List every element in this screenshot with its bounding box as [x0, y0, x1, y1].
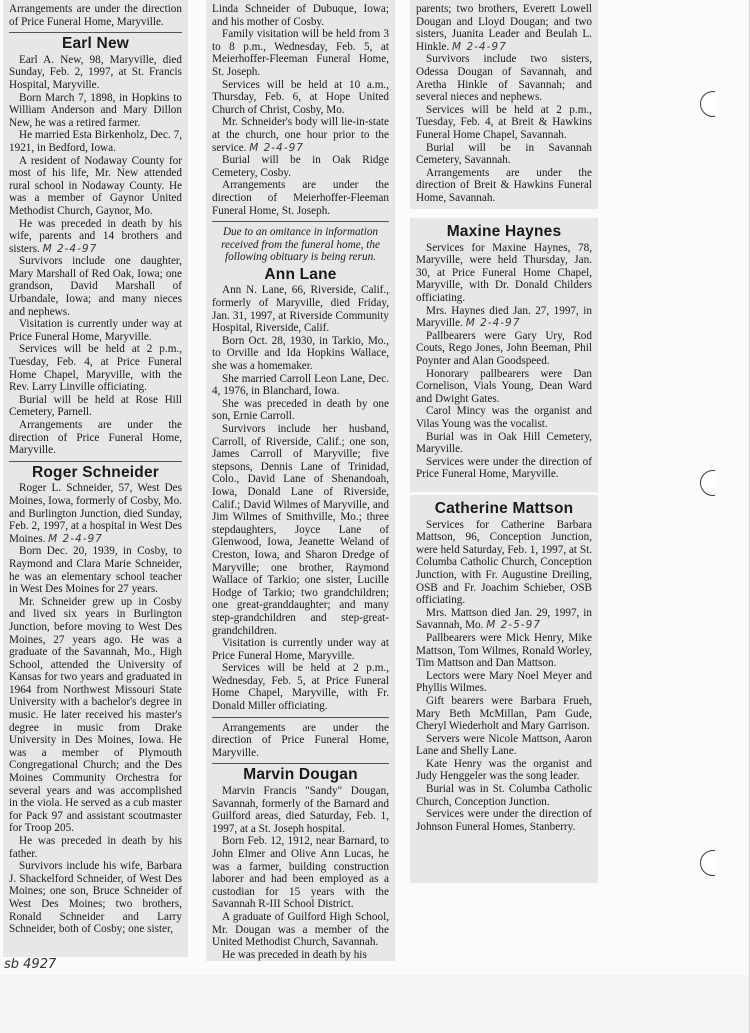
obituary-paragraph: Survivors include his wife, Barbara J. Shackelford Schneider, of West Des Moines; one son, Bruce Schneider of West Des Moines; two brothers, Ronald Schneider and Larry Schneider, both of Cosby; one sister,: [9, 860, 182, 936]
obituary-paragraph: [9, 218, 182, 256]
obituary-paragraph: Services will be held at 10 a.m., Thursday, Feb. 6, at Hope United Church of Christ, Cosby, Mo.: [212, 78, 389, 116]
obituary-heading-maxine-haynes: Maxine Haynes: [446, 223, 562, 240]
obituary-paragraph: [416, 305, 592, 330]
clipping-maxine-haynes: [410, 218, 598, 492]
obituary-paragraph: Pallbearers were Mick Henry, Mike Mattson, Tom Wilmes, Ronald Worley, Tim Mattson and Dan Mattson.: [416, 631, 592, 670]
obituary-paragraph: Arrangements are under the direction of Price Funeral Home, Maryville.: [212, 721, 389, 759]
obituary-paragraph: Services will be held at 2 p.m., Wednesday, Feb. 5, at Price Funeral Home Chapel, Maryville, with Fr. Donald Miller officiating.: [212, 662, 389, 713]
obituary-paragraph: Lectors were Mary Noel Meyer and Phyllis Wilmes.: [416, 669, 592, 695]
obituary-paragraph: Family visitation will be held from 3 to 8 p.m., Wednesday, Feb. 5, at Meierhoffer-Fleeman Funeral Home, St. Joseph.: [212, 28, 389, 78]
obituary-paragraph: Marvin Francis "Sandy" Dougan, Savannah, formerly of the Barnard and Guilford areas, died Saturday, Feb. 1, 1997, at a St. Joseph hospital.: [212, 785, 389, 835]
obituary-paragraph: Linda Schneider of Dubuque, Iowa; and his mother of Cosby.: [212, 3, 389, 28]
paragraph-text: Mrs. Haynes died Jan. 27, 1997, in Maryville.: [416, 304, 592, 330]
obituary-paragraph: Ann N. Lane, 66, Riverside, Calif., formerly of Maryville, died Friday, Jan. 31, 1997, at Riverside Community Hospital, Riverside, Calif.: [212, 284, 389, 335]
obituary-paragraph: Visitation is currently under way at Price Funeral Home, Maryville.: [9, 318, 182, 343]
obituary-paragraph: [212, 116, 389, 154]
obituary-paragraph: Burial was in St. Columba Catholic Church, Conception Junction.: [416, 783, 592, 808]
page-bottom-area: [0, 975, 750, 1033]
obituary-paragraph: Services were under the direction of Price Funeral Home, Maryville.: [416, 455, 592, 481]
obituary-paragraph: Burial will be in Oak Ridge Cemetery, Cosby.: [212, 154, 389, 179]
obituary-paragraph: Burial will be held at Rose Hill Cemetery, Parnell.: [9, 393, 182, 419]
divider: [9, 461, 182, 462]
clipping-column-1: [3, 0, 188, 957]
obituary-heading-marvin-dougan: Marvin Dougan: [243, 766, 358, 784]
obituary-paragraph: He married Esta Birkenholz, Dec. 7, 1921, in Bedford, Iowa.: [9, 129, 182, 154]
obituary-paragraph: Pallbearers were Gary Ury, Rod Couts, Rego Jones, John Beeman, Phil Poynter and Alan Goodspeed.: [416, 329, 592, 367]
obituary-paragraph: Honorary pallbearers were Dan Cornelison, Vials Young, Dean Ward and Dwight Gates.: [416, 367, 592, 405]
scrapbook-id-label: sb 4927: [4, 957, 57, 972]
obituary-paragraph: A resident of Nodaway County for most of his life, Mr. New attended rural school in Nodaway County. He was a member of Gaynor United Methodist Church, Gaynor, Mo.: [9, 154, 182, 217]
clipping-column-2: [206, 0, 395, 961]
obituary-paragraph: Survivors include her husband, Carroll, of Riverside, Calif.; one son, James Carroll of Maryville; five stepsons, Dennis Lane of Trinidad, Colo., David Lane of Shenandoah, Iowa, Donald Lane of Riverside, Calif.; David Wilmes of Maryville, and Jim Wilmes of Smithville, Mo.; three stepdaughters, Joyce Lane of Glenwood, Iowa, Jeanette Weland of Creston, Iowa, and Sharon Dredge of Maryville; one brother, Raymond Wallace of Tarkio; one sister, Lucille Hodge of Tarkio; two grandchildren; one great-granddaughter; and many step-grandchildren and step-great-grandchildren.: [212, 423, 389, 637]
obituary-paragraph: He was preceded in death by his father.: [9, 835, 182, 860]
obituary-paragraph: Services for Maxine Haynes, 78, Maryville, were held Thursday, Jan. 30, at Price Funeral Home Chapel, Maryville, with Dr. Donald Childers officiating.: [416, 241, 592, 304]
handwritten-date-mark: M 2-4-97: [465, 317, 521, 330]
obituary-heading-catherine-mattson: Catherine Mattson: [434, 500, 574, 517]
obituary-paragraph: Arrangements are under the direction of Breit & Hawkins Funeral Home, Savannah.: [416, 166, 592, 204]
obituary-paragraph: Burial will be in Savannah Cemetery, Savannah.: [416, 141, 592, 167]
obituary-paragraph: A graduate of Guilford High School, Mr. Dougan was a member of the United Methodist Church, Savannah.: [212, 910, 389, 949]
obituary-paragraph: Arrangements are under the direction of Price Funeral Home, Maryville.: [9, 419, 182, 457]
paragraph-text: He was preceded in death by his wife, parents and 14 brothers and sisters.: [9, 217, 182, 255]
obituary-paragraph: She was preceded in death by one son, Ernie Carroll.: [212, 397, 389, 423]
obituary-paragraph: Mr. Schneider grew up in Cosby and lived six years in Burlington Junction, before moving to West Des Moines, 27 years ago. He was a graduate of the Savannah, Mo., High School, attended the University of Kansas for two years and graduated in 1964 from Northwest Missouri State University with a bachelor's degree in music. He later received his master's degree in music from Drake University in Des Moines, Iowa. He was a member of Plymouth Congregational Church; and the Des Moines Community Orchestra for several years and was accomplished in the viola. He served as a cub master for Pack 97 and assistant scoutmaster for Troop 205.: [9, 595, 182, 835]
binder-hole-icon: [700, 850, 726, 876]
obituary-paragraph: Services were under the direction of Johnson Funeral Homes, Stanberry.: [416, 808, 592, 833]
clipping-column-3-top: [410, 0, 598, 209]
handwritten-date-mark: M 2-4-97: [42, 242, 98, 255]
obituary-paragraph: Burial was in Oak Hill Cemetery, Maryville.: [416, 430, 592, 456]
obituary-paragraph: He was preceded in death by his: [222, 948, 367, 961]
obituary-paragraph: Born Dec. 20, 1939, in Cosby, to Raymond and Clara Marie Schneider, he was an elementary school teacher in West Des Moines for 27 years.: [9, 545, 182, 596]
clipping-catherine-mattson: [410, 495, 598, 883]
divider: [9, 32, 182, 33]
handwritten-date-mark: M 2-4-97: [249, 141, 304, 154]
divider: [212, 717, 389, 718]
handwritten-date-mark: M 2-4-97: [452, 40, 507, 53]
obituary-heading-earl-new: Earl New: [61, 35, 130, 53]
obituary-paragraph: [416, 607, 592, 632]
obituary-paragraph: Services will be held at 2 p.m., Tuesday, Feb. 4, at Price Funeral Home Chapel, Maryville, with the Rev. Larry Linville officiating.: [9, 343, 182, 394]
obituary-paragraph: Services will be held at 2 p.m., Tuesday, Feb. 4, at Breit & Hawkins Funeral Home Chapel, Savannah.: [416, 103, 592, 141]
obituary-paragraph: Carol Mincy was the organist and Vilas Young was the vocalist.: [416, 405, 592, 430]
obituary-paragraph: Born Feb. 12, 1912, near Barnard, to John Elmer and Olive Ann Lucas, he was a farmer, building construction laborer and had been employed as a custodian for 15 years with the Savannah R-III School District.: [212, 835, 389, 911]
binder-hole-icon: [700, 91, 726, 117]
obituary-paragraph: [9, 482, 182, 545]
obituary-paragraph: Survivors include two sisters, Odessa Dougan of Savannah, and Aretha Hinkle of Savannah; and several nieces and nephews.: [416, 53, 592, 104]
binder-hole-icon: [700, 470, 726, 496]
paragraph-text: Mr. Schneider's body will lie-in-state at the church, one hour prior to the service.: [212, 116, 389, 154]
obituary-paragraph: Servers were Nicole Mattson, Aaron Lane and Shelly Lane.: [416, 732, 592, 758]
paragraph-text: Mrs. Mattson died Jan. 29, 1997, in Savannah, Mo.: [416, 606, 592, 632]
obituary-paragraph: She married Carroll Leon Lane, Dec. 4, 1976, in Blanchard, Iowa.: [212, 372, 389, 398]
obituary-paragraph: Kate Henry was the organist and Judy Henggeler was the song leader.: [416, 757, 592, 783]
obituary-heading-roger-schneider: Roger Schneider: [31, 463, 160, 481]
obituary-paragraph: Survivors include one daughter, Mary Marshall of Red Oak, Iowa; one grandson, David Marshall of Urbandale, Iowa; and many nieces and nephews.: [9, 255, 182, 318]
paragraph-text: parents; two brothers, Everett Lowell Dougan and Lloyd Dougan; and two sisters, Juanita Leader and Beulah L. Hinkle.: [416, 3, 592, 53]
obituary-paragraph: Arrangements are under the direction of Meierhoffer-Fleeman Funeral Home, St. Joseph.: [212, 179, 389, 217]
earlier-arrangements-text: Arrangements are under the direction of Price Funeral Home, Maryville.: [9, 3, 182, 28]
handwritten-date-mark: M 2-4-97: [48, 532, 103, 545]
obituary-paragraph: Services for Catherine Barbara Mattson, 96, Conception Junction, were held Saturday, Feb. 1, 1997, at St. Columba Catholic Church, Conception Junction, with Fr. Augustine Dreiling, OSB and Fr. Joachim Schieber, OSB officiating.: [416, 518, 592, 607]
obituary-paragraph: Born Oct. 28, 1930, in Tarkio, Mo., to Orville and Ida Hopkins Wallace, she was a homemaker.: [212, 334, 389, 373]
obituary-paragraph: Visitation is currently under way at Price Funeral Home, Maryville.: [212, 637, 389, 662]
divider: [212, 221, 389, 222]
obituary-paragraph: Born March 7, 1898, in Hopkins to William Anderson and Mary Dillon New, he was a retired farmer.: [9, 91, 182, 129]
rerun-note: Due to an omitance in information received from the funeral home, the following obituary is being rerun.: [221, 226, 380, 264]
divider: [212, 763, 389, 764]
paragraph-text: Roger L. Schneider, 57, West Des Moines, Iowa, formerly of Cosby, Mo. and Burlington Junction, died Sunday, Feb. 2, 1997, at a hospital in West Des Moines.: [9, 482, 182, 545]
obituary-paragraph: [416, 3, 592, 53]
handwritten-date-mark: M 2-5-97: [486, 619, 541, 632]
obituary-heading-ann-lane: Ann Lane: [264, 265, 337, 283]
obituary-paragraph: Earl A. New, 98, Maryville, died Sunday, Feb. 2, 1997, at St. Francis Hospital, Maryville.: [9, 53, 182, 91]
obituary-paragraph: Gift bearers were Barbara Frueh, Mary Beth McMillan, Pam Gude, Cheryl Wiederholt and Mary Garrison.: [416, 694, 592, 733]
